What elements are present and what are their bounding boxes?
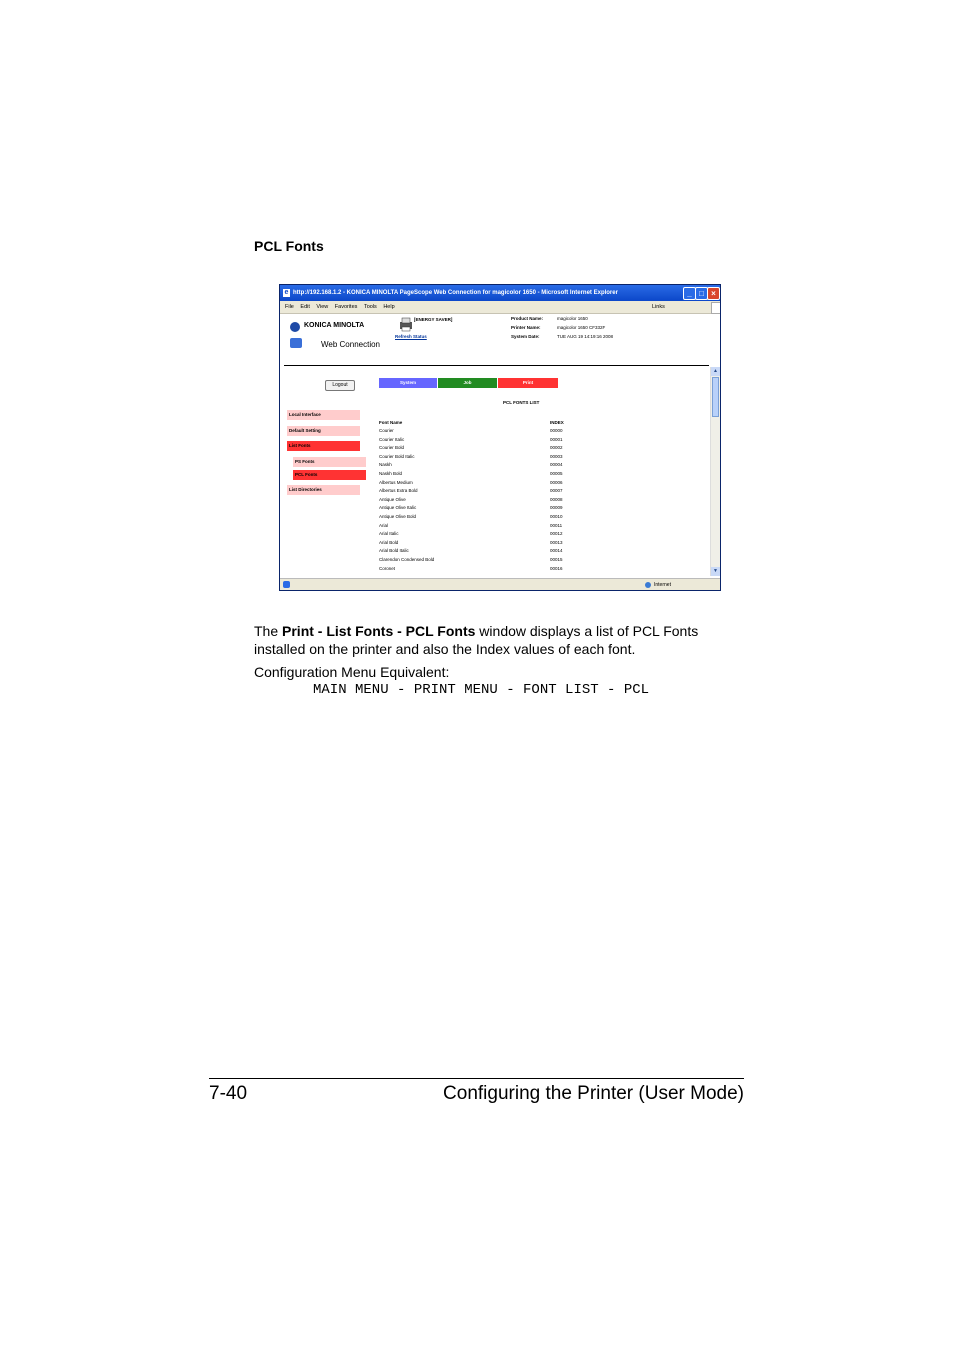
internet-zone-icon (645, 582, 651, 588)
menu-view[interactable]: View (316, 304, 329, 310)
para-intro: The (254, 623, 283, 639)
scrollbar-thumb[interactable] (712, 377, 719, 417)
maximize-icon[interactable]: □ (695, 287, 708, 300)
font-index-cell: 00009 (550, 505, 563, 511)
browser-statusbar (280, 578, 720, 591)
logout-button[interactable]: Logout (325, 380, 355, 391)
config-menu-label: Configuration Menu Equivalent: (254, 664, 450, 680)
font-name-cell: Antique Olive Italic (379, 505, 417, 511)
pagescope-icon (290, 338, 302, 348)
font-index-cell: 00011 (550, 522, 563, 528)
font-index-cell: 00006 (550, 479, 563, 485)
menu-file[interactable]: File (285, 304, 294, 310)
para-rest: window displays a list of PCL Fonts installed on the printer and also the Index values of each font. (254, 623, 699, 657)
product-name-value: magicolor 1650 (557, 316, 588, 321)
tab-print[interactable]: Print (498, 378, 558, 388)
browser-window-screenshot (279, 284, 721, 591)
font-index-cell: 00002 (550, 445, 563, 451)
header-divider (284, 365, 709, 366)
section-title: PCL Fonts (254, 238, 324, 254)
browser-title: http://192.168.1.2 - KONICA MINOLTA PageScope Web Connection for magicolor 1650 - Microsoft Internet Explorer (293, 290, 618, 296)
font-index-cell: 00005 (550, 471, 563, 476)
browser-menubar (280, 301, 720, 314)
font-index-cell: 00004 (550, 462, 563, 468)
system-date-value: TUE AUG 19 14:19:16 2008 (557, 334, 614, 339)
column-header-font-name: Font Name (379, 420, 403, 425)
system-date-label: System Date: (511, 334, 540, 339)
chapter-title: Configuring the Printer (User Mode) (443, 1083, 744, 1104)
scroll-down-icon[interactable]: ▼ (711, 567, 720, 576)
minimize-icon[interactable]: _ (683, 287, 696, 300)
sidebar-item-default-setting[interactable]: Default Setting (287, 426, 360, 436)
font-name-cell: Antique Olive (379, 496, 406, 502)
menu-edit[interactable]: Edit (300, 304, 310, 310)
page-icon (283, 581, 290, 588)
scroll-up-icon[interactable]: ▲ (711, 367, 720, 376)
font-index-cell: 00000 (550, 428, 563, 433)
para-menu-path: Print - List Fonts - PCL Fonts (282, 623, 476, 639)
printer-name-value: magicolor 1650 CF332F (557, 325, 606, 330)
internet-zone-label: Internet (654, 582, 671, 588)
footer-rule (209, 1078, 744, 1079)
font-index-cell: 00010 (550, 514, 563, 519)
web-connection-label: Web Connection (321, 340, 380, 349)
font-index-cell: 00014 (550, 548, 563, 554)
font-name-cell: Antique Olive Bold (379, 514, 417, 519)
ie-icon: e (284, 289, 289, 296)
sidebar-item-list-directories[interactable]: List Directories (287, 485, 360, 495)
font-index-cell: 00013 (550, 539, 563, 545)
font-name-cell: Naskh (379, 462, 392, 468)
font-index-cell: 00003 (550, 453, 563, 459)
font-index-cell: 00016 (550, 565, 563, 571)
menu-favorites[interactable]: Favorites (334, 304, 358, 310)
font-name-cell: Arial Italic (379, 531, 399, 537)
brand-name: KONICA MINOLTA (304, 322, 365, 329)
printer-name-label: Printer Name: (511, 325, 541, 330)
font-index-cell: 00007 (550, 488, 563, 494)
sidebar-item-list-fonts[interactable]: List Fonts (287, 441, 360, 451)
web-content (280, 314, 710, 576)
font-name-cell: Clarendon Condensed Bold (379, 557, 435, 562)
energy-saver-status: [ENERGY SAVER] (414, 317, 453, 322)
font-name-cell: Courier Bold (379, 445, 405, 451)
tab-job[interactable]: Job (438, 378, 497, 388)
font-name-cell: Naskh Bold (379, 471, 403, 476)
font-name-cell: Courier Italic (379, 436, 405, 442)
vertical-scrollbar[interactable] (710, 367, 720, 576)
column-header-index: INDEX (550, 420, 564, 425)
product-name-label: Product Name: (511, 316, 544, 321)
menu-help[interactable]: Help (383, 304, 395, 310)
font-index-cell: 00008 (550, 496, 563, 502)
sidebar-item-ps-fonts[interactable]: PS Fonts (293, 457, 366, 467)
font-name-cell: Courier Bold Italic (379, 453, 415, 459)
font-name-cell: Coronet (379, 565, 396, 571)
page-number: 7-40 (209, 1083, 248, 1104)
font-index-cell: 00012 (550, 531, 563, 537)
sidebar-item-local-interface[interactable]: Local Interface (287, 410, 360, 420)
font-name-cell: Arial Bold Italic (379, 548, 409, 554)
font-name-cell: Arial Bold (379, 539, 399, 545)
font-name-cell: Courier (379, 428, 394, 433)
konica-minolta-logo-icon (290, 322, 300, 332)
windows-logo-icon (711, 302, 721, 314)
font-name-cell: Albertus Extra Bold (379, 488, 418, 494)
font-name-cell: Albertus Medium (379, 479, 413, 485)
close-icon[interactable]: × (707, 287, 720, 300)
refresh-status-link[interactable]: Refresh Status (395, 334, 427, 339)
browser-titlebar (280, 285, 720, 301)
links-label[interactable]: Links (652, 304, 665, 310)
printer-icon (398, 316, 414, 332)
font-index-cell: 00015 (550, 557, 563, 562)
tab-system[interactable]: System (379, 378, 437, 388)
menu-tools[interactable]: Tools (363, 304, 377, 310)
pcl-fonts-list-title: PCL FONTS LIST (503, 400, 540, 405)
sidebar-item-pcl-fonts[interactable]: PCL Fonts (293, 470, 366, 480)
font-index-cell: 00001 (550, 436, 563, 442)
font-name-cell: Arial (379, 522, 389, 528)
config-menu-path: MAIN MENU - PRINT MENU - FONT LIST - PCL (313, 682, 650, 698)
description-paragraph (254, 622, 724, 658)
